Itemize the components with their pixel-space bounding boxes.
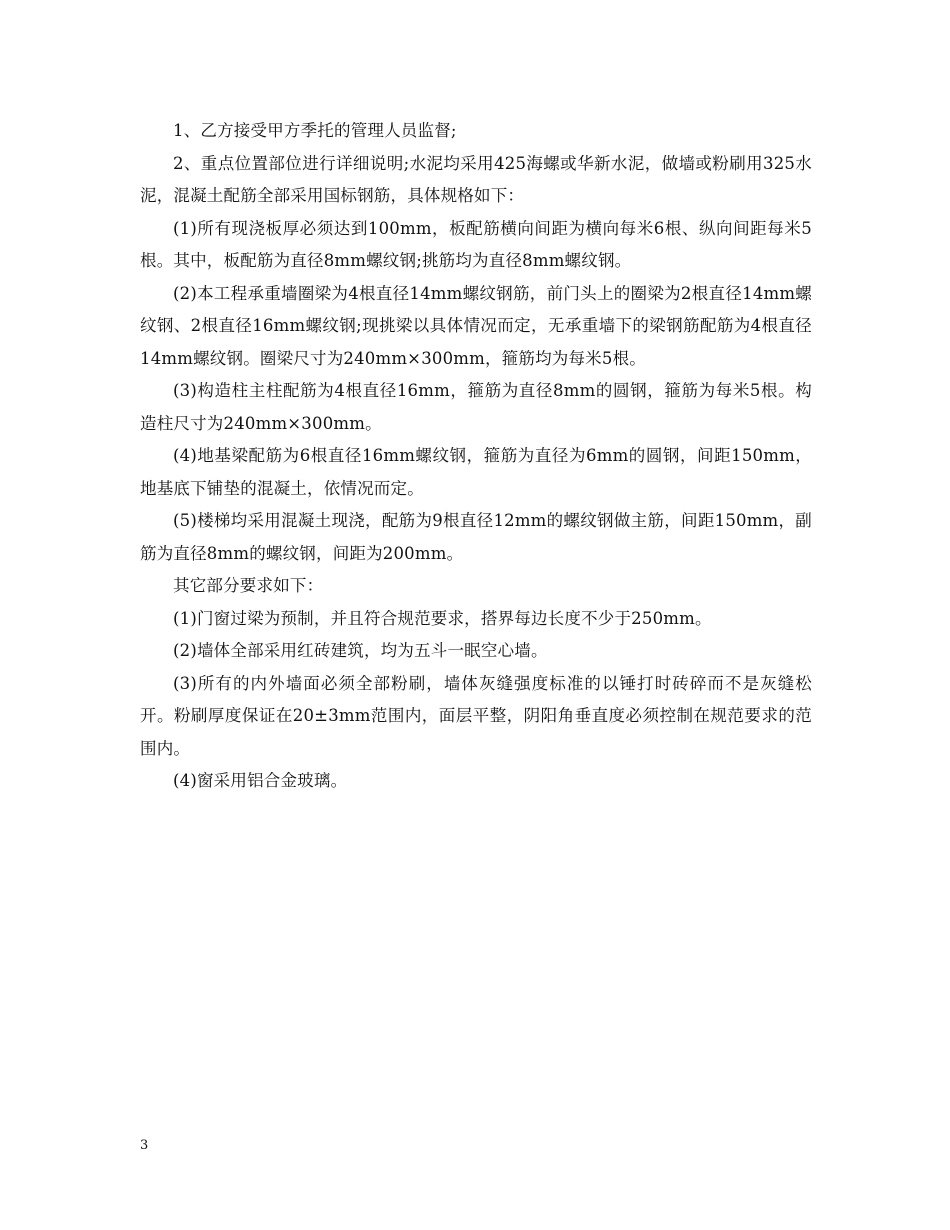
paragraph-foundation-beam: (4)地基梁配筋为6根直径16mm螺纹钢，箍筋为直径为6mm的圆钢，间距150mm，地基底下铺垫的混凝土，依情况而定。 bbox=[140, 446, 812, 498]
paragraph-lintel: (1)门窗过梁为预制，并且符合规范要求，搭界每边长度不少于250mm。 bbox=[173, 608, 712, 628]
paragraph-structural-column: (3)构造柱主柱配筋为4根直径16mm，箍筋为直径8mm的圆钢，箍筋为每米5根。构造柱尺寸为240mm×300mm。 bbox=[140, 381, 812, 433]
page-number: 3 bbox=[140, 1138, 149, 1153]
paragraph-key-positions: 2、重点位置部位进行详细说明;水泥均采用425海螺或华新水泥，做墙或粉刷用325水泥，混凝土配筋全部采用国标钢筋，具体规格如下： bbox=[140, 153, 812, 205]
paragraph-ring-beam: (2)本工程承重墙圈梁为4根直径14mm螺纹钢筋，前门头上的圈梁为2根直径14mm螺纹钢、2根直径16mm螺纹钢;现挑梁以具体情况而定，无承重墙下的梁钢筋配筋为4根直径14mm螺纹钢。圈梁尺寸为240mm×300mm，箍筋均为每米5根。 bbox=[140, 283, 812, 368]
document-body bbox=[140, 115, 812, 798]
paragraph-supervision: 1、乙方接受甲方季托的管理人员监督; bbox=[173, 121, 457, 140]
paragraph-plastering: (3)所有的内外墙面必须全部粉刷，墙体灰缝强度标准的以锤打时砖碎而不是灰缝松开。粉刷厚度保证在20±3mm范围内，面层平整，阴阳角垂直度必须控制在规范要求的范围内。 bbox=[140, 673, 812, 758]
paragraph-other-requirements: 其它部分要求如下： bbox=[173, 576, 324, 595]
paragraph-windows: (4)窗采用铝合金玻璃。 bbox=[173, 771, 348, 790]
paragraph-wall-body: (2)墙体全部采用红砖建筑，均为五斗一眠空心墙。 bbox=[173, 641, 548, 660]
paragraph-slab-reinforcement: (1)所有现浇板厚必须达到100mm，板配筋横向间距为横向每米6根、纵向间距每米5根。其中，板配筋为直径8mm螺纹钢;挑筋均为直径8mm螺纹钢。 bbox=[140, 218, 812, 270]
paragraph-stairs: (5)楼梯均采用混凝土现浇，配筋为9根直径12mm的螺纹钢做主筋，间距150mm，副筋为直径8mm的螺纹钢，间距为200mm。 bbox=[140, 511, 812, 563]
